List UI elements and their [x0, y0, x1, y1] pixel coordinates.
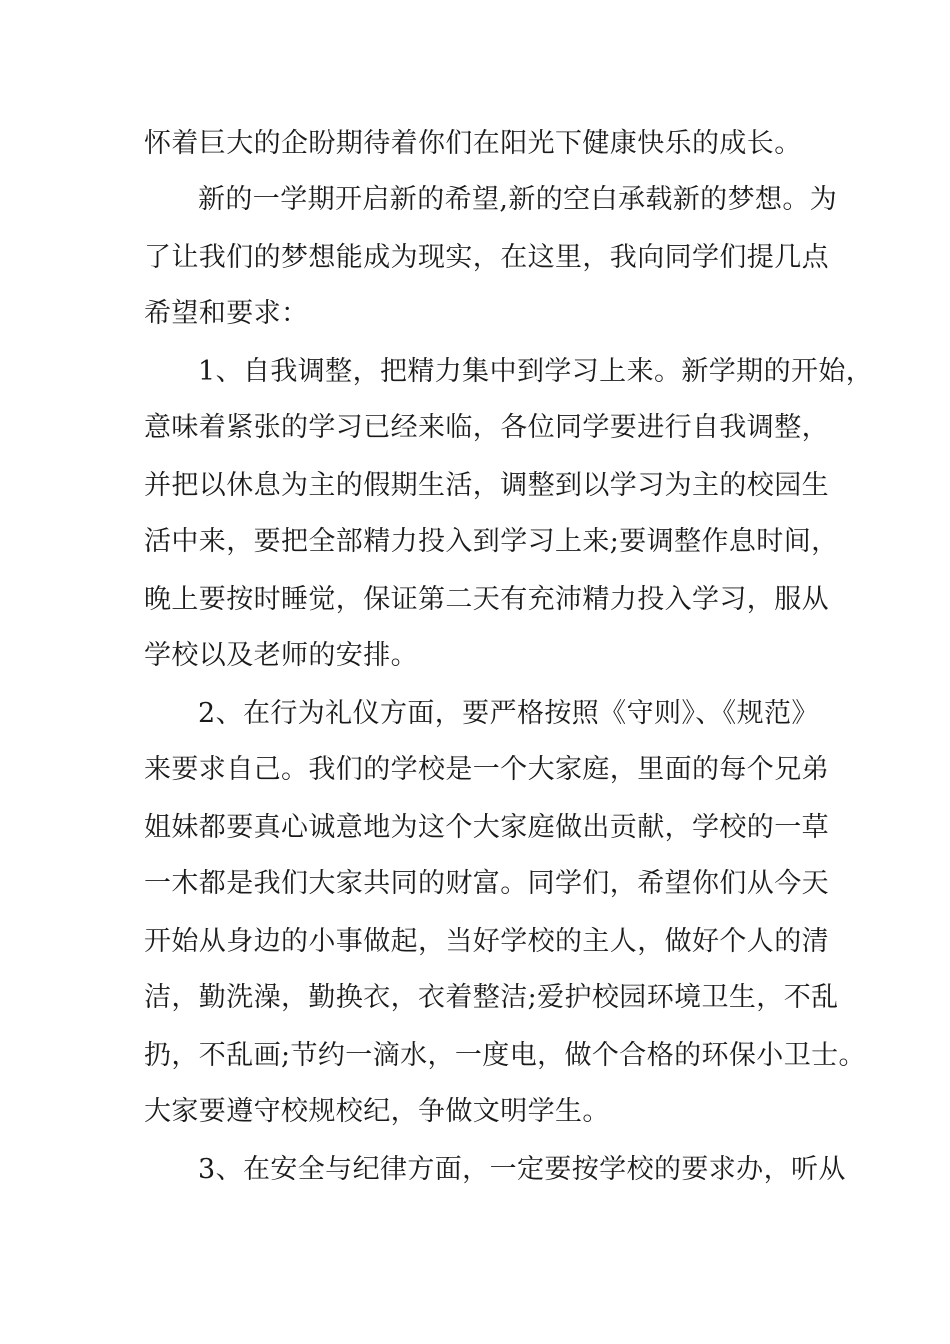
- text-line: 2、在行为礼仪方面，要严格按照《守则》、《规范》: [198, 698, 819, 729]
- text-line: 姐妹都要真心诚意地为这个大家庭做出贡献，学校的一草: [144, 812, 829, 843]
- text-line: 了让我们的梦想能成为现实，在这里，我向同学们提几点: [144, 242, 829, 273]
- text-line: 1、自我调整，把精力集中到学习上来。新学期的开始，: [198, 356, 874, 387]
- text-line: 意味着紧张的学习已经来临，各位同学要进行自我调整，: [144, 412, 829, 443]
- text-line: 开始从身边的小事做起，当好学校的主人，做好个人的清: [144, 926, 829, 957]
- text-line: 希望和要求：: [144, 298, 309, 329]
- text-line: 来要求自己。我们的学校是一个大家庭，里面的每个兄弟: [144, 754, 829, 785]
- text-line: 活中来，要把全部精力投入到学习上来;要调整作息时间，: [144, 526, 839, 557]
- text-line: 洁，勤洗澡，勤换衣，衣着整洁;爱护校园环境卫生，不乱: [144, 982, 839, 1013]
- text-line: 晚上要按时睡觉，保证第二天有充沛精力投入学习，服从: [144, 584, 829, 615]
- text-line: 新的一学期开启新的希望,新的空白承载新的梦想。为: [198, 184, 838, 215]
- text-line: 一木都是我们大家共同的财富。同学们，希望你们从今天: [144, 868, 829, 899]
- text-line: 并把以休息为主的假期生活，调整到以学习为主的校园生: [144, 470, 829, 501]
- text-line: 怀着巨大的企盼期待着你们在阳光下健康快乐的成长。: [144, 128, 802, 159]
- text-line: 学校以及老师的安排。: [144, 640, 418, 671]
- text-line: 大家要遵守校规校纪，争做文明学生。: [144, 1096, 610, 1127]
- text-line: 扔，不乱画;节约一滴水，一度电，做个合格的环保小卫士。: [144, 1040, 866, 1071]
- text-line: 3、在安全与纪律方面，一定要按学校的要求办，听从: [198, 1154, 846, 1185]
